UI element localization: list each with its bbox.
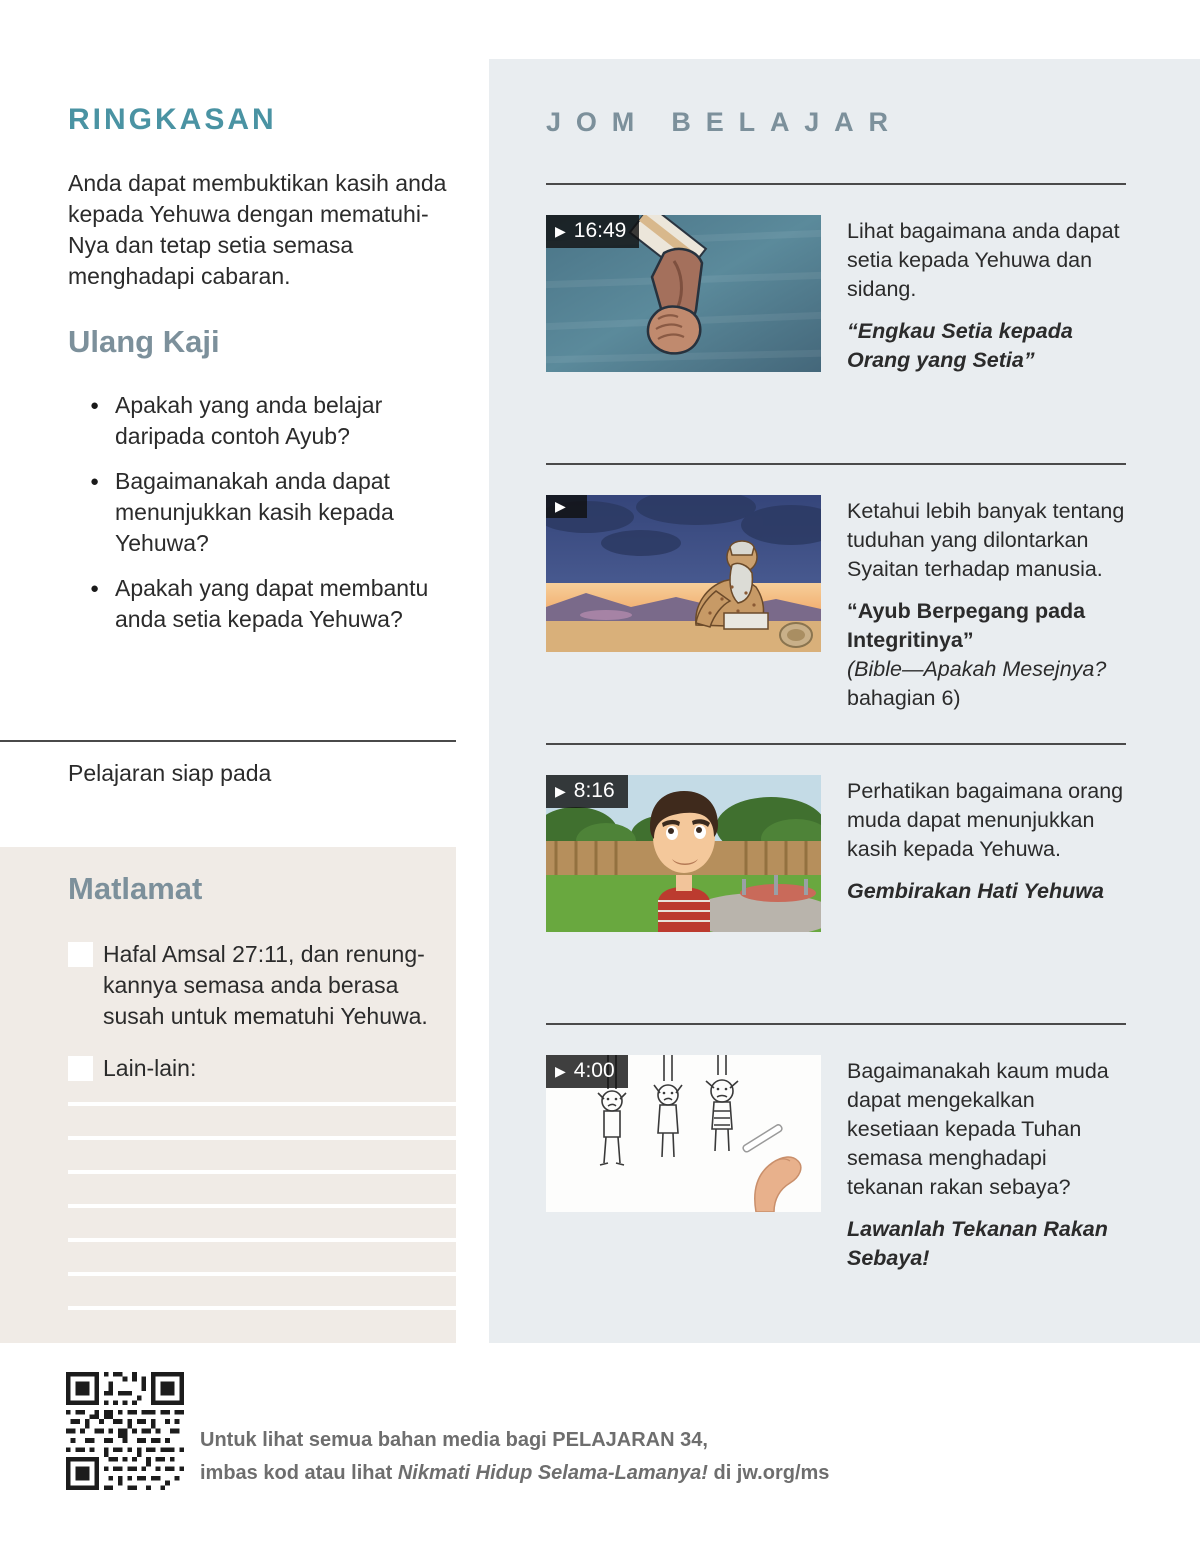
footer-line-2: [200, 1457, 840, 1490]
study-panel: [489, 59, 1200, 1343]
video-thumbnail-whiteboard[interactable]: [546, 1055, 821, 1212]
review-question: ● Apakah yang anda belajar daripada contoh Ayub?: [68, 390, 468, 452]
video-duration: 8:16: [573, 779, 615, 802]
series-part: bahagian 6): [847, 686, 961, 710]
goal-item: [68, 1053, 436, 1084]
video-title[interactable]: “Engkau Setia kepada Orang yang Setia”: [847, 319, 1073, 372]
write-in-line[interactable]: [68, 1238, 456, 1242]
divider: [0, 740, 456, 742]
series-title: (Bible—Apakah Mesejnya?: [847, 657, 1107, 681]
play-icon: ▶: [555, 498, 566, 514]
write-in-line[interactable]: [68, 1170, 456, 1174]
video-thumbnail-arm-clasp[interactable]: [546, 215, 821, 372]
duration-badge: [546, 495, 587, 518]
qr-code: [66, 1372, 184, 1490]
video-series-note: [847, 655, 1126, 713]
footer-line-1: Untuk lihat semua bahan media bagi PELAJARAN 34,: [200, 1429, 708, 1451]
play-icon: ▶: [555, 1063, 566, 1079]
study-panel-title: JOM BELAJAR: [546, 107, 903, 137]
job-illustration: [546, 495, 821, 652]
video-description: Bagaimanakah kaum muda dapat mengekalkan kesetiaan kepada Tuhan semasa menghadapi tekanan rakan sebaya?: [847, 1059, 1109, 1199]
summary-title: RINGKASAN: [68, 103, 277, 136]
write-in-line[interactable]: [68, 1102, 456, 1106]
write-in-line[interactable]: [68, 1136, 456, 1140]
review-question: ● Apakah yang dapat membantu anda setia kepada Yehuwa?: [68, 573, 468, 635]
duration-badge: [546, 1055, 628, 1088]
write-in-line[interactable]: [68, 1306, 456, 1310]
video-description: Perhatikan bagaimana orang muda dapat menunjukkan kasih kepada Yehuwa.: [847, 779, 1124, 861]
footer-line-2-suffix: di jw.org/ms: [707, 1462, 830, 1484]
video-title[interactable]: Gembirakan Hati Yehuwa: [847, 879, 1104, 903]
goal-checkbox[interactable]: [68, 942, 93, 967]
video-title[interactable]: “Ayub Berpegang pada Integritinya”: [847, 599, 1086, 652]
footer-line-2-prefix: imbas kod atau lihat: [200, 1462, 398, 1484]
goals-title: Matlamat: [68, 871, 203, 906]
video-row: [546, 463, 1126, 713]
video-duration: 16:49: [573, 219, 627, 242]
video-title[interactable]: Lawanlah Tekanan Rakan Sebaya!: [847, 1217, 1108, 1270]
goal-label: Lain-lain:: [103, 1055, 197, 1081]
duration-badge: [546, 215, 639, 248]
video-row: [546, 183, 1126, 375]
summary-text: Anda dapat membuktikan kasih anda kepada Yehuwa dengan mematuhi-Nya dan tetap setia semasa menghadapi cabaran.: [68, 170, 447, 289]
video-thumbnail-job[interactable]: [546, 495, 821, 652]
goal-item: [68, 939, 436, 1032]
play-icon: ▶: [555, 783, 566, 799]
play-icon: ▶: [555, 223, 566, 239]
duration-badge: [546, 775, 628, 808]
video-row: [546, 1023, 1126, 1273]
video-description: Ketahui lebih banyak tentang tuduhan yang dilontarkan Syaitan terhadap manusia.: [847, 499, 1125, 581]
goal-checkbox[interactable]: [68, 1056, 93, 1081]
video-thumbnail-boy[interactable]: [546, 775, 821, 932]
goals-panel: [0, 847, 456, 1343]
write-in-line[interactable]: [68, 1204, 456, 1208]
goal-label: Hafal Amsal 27:11, dan renung-kannya semasa anda berasa susah untuk mematuhi Yehuwa.: [103, 941, 428, 1029]
video-description: Lihat bagaimana anda dapat setia kepada Yehuwa dan sidang.: [847, 219, 1120, 301]
review-question-list: [68, 390, 468, 649]
review-title: Ulang Kaji: [68, 324, 220, 359]
publication-title: Nikmati Hidup Selama-Lamanya!: [397, 1462, 708, 1484]
lesson-ready-label: Pelajaran siap pada: [68, 760, 272, 786]
video-duration: 4:00: [573, 1059, 615, 1082]
video-row: [546, 743, 1126, 932]
review-question: ● Bagaimanakah anda dapat menunjukkan kasih kepada Yehuwa?: [68, 466, 468, 559]
footer-note: [200, 1424, 840, 1490]
write-in-line[interactable]: [68, 1272, 456, 1276]
